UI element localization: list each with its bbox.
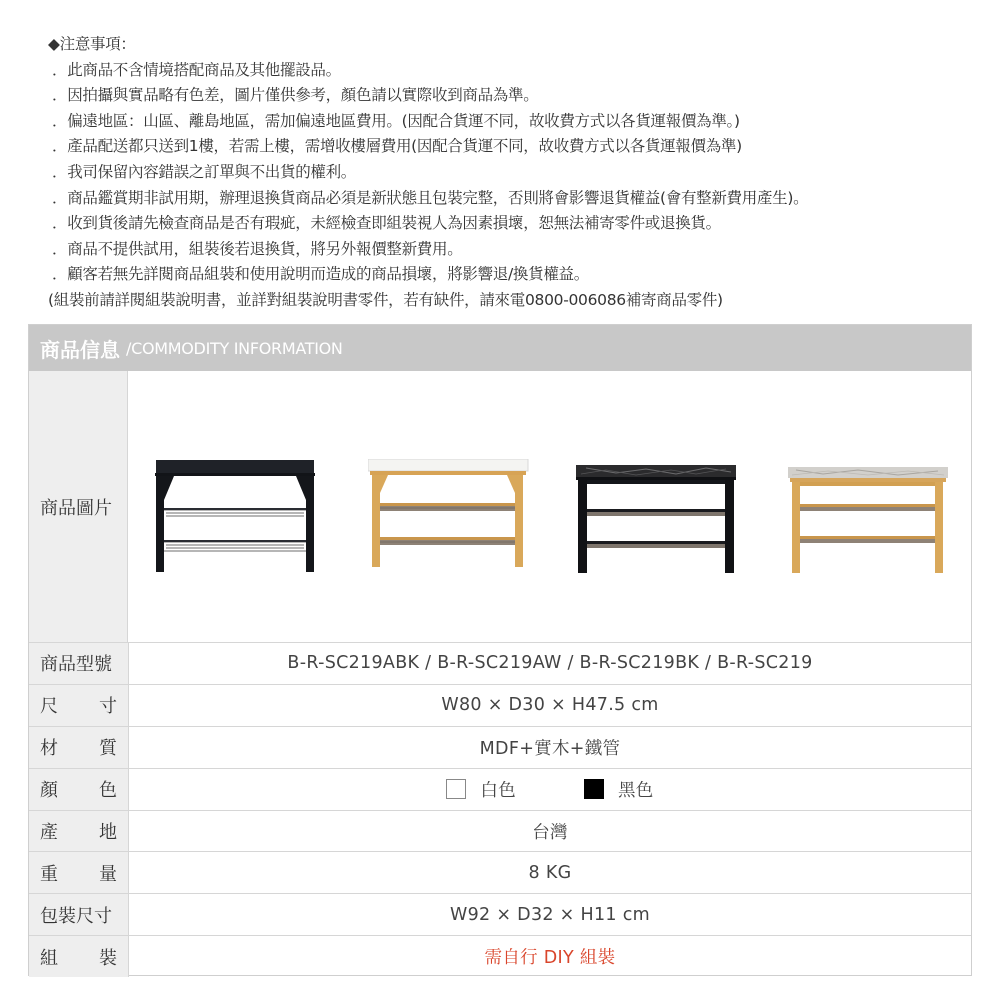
black-swatch-icon (584, 779, 604, 799)
material-value: MDF+實木+鐵管 (479, 738, 621, 759)
color-row (29, 768, 971, 810)
product-gallery (128, 371, 971, 642)
notice-item: ．產品配送都只送到1樓，若需上樓，需增收樓層費用(因配合貨運不同，故收費方式以各貨運報價為準) (52, 137, 742, 156)
notice-item: ．商品不提供試用，組裝後若退換貨，將另外報價整新費用。 (52, 239, 463, 258)
origin-label (29, 811, 129, 852)
label-char: 量 (99, 863, 117, 885)
model-value: B-R-SC219ABK / B-R-SC219AW / B-R-SC219BK / B-R-SC219 (287, 653, 813, 674)
notice-item: ．收到貨後請先檢查商品是否有瑕疵，未經檢查即組裝視人為因素損壞，恕無法補寄零件或退換貨。 (52, 214, 721, 233)
notice-item: ．顧客若無先詳閱商品組裝和使用說明而造成的商品損壞，將影響退/換貨權益。 (52, 265, 589, 284)
label-char: 材 (40, 738, 58, 760)
package-row (29, 893, 971, 935)
label-text: 商品圖片 (40, 497, 112, 519)
notice-item: ．商品鑑賞期非試用期，辦理退換貨商品必須是新狀態且包裝完整，否則將會影響退貨權益(會有整新費用產生)。 (52, 188, 809, 207)
assembly-label (29, 936, 129, 977)
package-label (29, 894, 129, 935)
package-value: W92 × D32 × H11 cm (450, 904, 650, 925)
notice-section (48, 32, 978, 314)
color-black-label: 黑色 (618, 780, 654, 801)
assembly-value: 需自行 DIY 組裝 (484, 948, 616, 969)
label-char: 裝 (99, 947, 117, 969)
grey-marble-wood-bench-icon (788, 467, 950, 573)
product-images-label (29, 371, 128, 642)
product-images-cell (128, 371, 971, 642)
label-char: 重 (40, 863, 58, 885)
material-label (29, 727, 129, 768)
weight-value: 8 KG (528, 862, 572, 883)
color-option-white (446, 777, 516, 802)
color-option-black (584, 777, 654, 802)
label-char: 組 (40, 947, 58, 969)
notice-item: ．偏遠地區：山區、離島地區，需加偏遠地區費用。(因配合貨運不同，故收費方式以各貨運報價為準。) (52, 111, 740, 130)
notice-item: ．我司保留內容錯誤之訂單與不出貨的權利。 (52, 162, 357, 181)
label-text: 包裝尺寸 (40, 905, 112, 927)
label-char: 質 (99, 738, 117, 760)
label-char: 尺 (40, 696, 58, 718)
black-bench-icon (154, 460, 316, 572)
material-row (29, 726, 971, 768)
white-top-wood-bench-icon (368, 459, 530, 573)
commodity-info-header (29, 325, 971, 371)
notice-footer: (組裝前請詳閱組裝說明書，並詳對組裝說明書零件，若有缺件，請來電0800-006086補寄商品零件) (48, 290, 723, 309)
color-white-label: 白色 (480, 780, 516, 801)
weight-row (29, 851, 971, 893)
notice-item: ．因拍攝與實品略有色差，圖片僅供參考，顏色請以實際收到商品為準。 (52, 86, 539, 105)
size-row (29, 684, 971, 726)
white-swatch-icon (446, 779, 466, 799)
label-char: 顏 (40, 780, 58, 802)
weight-label (29, 852, 129, 893)
color-value (129, 769, 971, 810)
assembly-row (29, 935, 971, 977)
black-marble-bench-icon (576, 465, 738, 573)
label-char: 色 (99, 780, 117, 802)
model-row (29, 642, 971, 684)
label-text: 商品型號 (40, 654, 112, 676)
notice-item: ．此商品不含情境搭配商品及其他擺設品。 (52, 60, 341, 79)
label-char: 地 (99, 822, 117, 843)
product-images-row (29, 371, 971, 642)
model-label (29, 643, 129, 684)
origin-value: 台灣 (532, 822, 568, 843)
notice-heading: ◆注意事項： (48, 35, 136, 53)
origin-row (29, 810, 971, 852)
color-label (29, 769, 129, 810)
commodity-info-subtitle: /COMMODITY INFORMATION (126, 338, 343, 358)
commodity-info-title: 商品信息 (40, 337, 120, 362)
label-char: 寸 (99, 696, 117, 718)
label-char: 產 (40, 822, 58, 843)
commodity-info-table (28, 324, 972, 976)
size-value: W80 × D30 × H47.5 cm (441, 695, 659, 716)
size-label (29, 685, 129, 726)
